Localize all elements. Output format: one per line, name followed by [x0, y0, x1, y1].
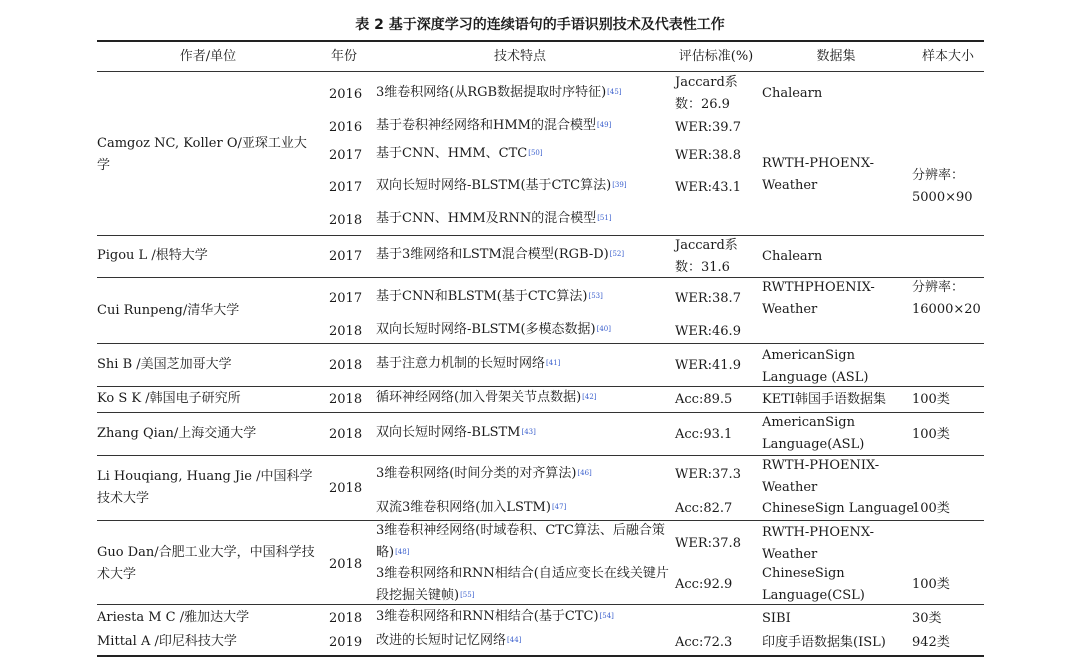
- author-cell: Camgoz NC, Koller O/亚琛工业大学: [97, 136, 307, 173]
- tech-cell: 基于CNN和BLSTM(基于CTC算法)[53]: [376, 289, 603, 304]
- year-cell: 2017: [329, 180, 363, 195]
- year-cell: 2018: [329, 611, 363, 626]
- size-cell: 942类: [912, 635, 950, 650]
- tech-cell: 改进的长短时记忆网络[44]: [376, 633, 522, 648]
- tech-cell: 基于卷积神经网络和HMM的混合模型[49]: [376, 118, 612, 133]
- year-cell: 2018: [329, 213, 363, 228]
- col-header-size: 样本大小: [921, 49, 974, 64]
- reference-link[interactable]: [53]: [588, 292, 603, 300]
- tech-cell: 双向长短时网络-BLSTM[43]: [376, 425, 536, 440]
- eval-cell: Jaccard系数：31.6: [675, 238, 738, 275]
- author-cell: Pigou L /根特大学: [97, 248, 208, 263]
- tech-cell: 基于CNN、HMM、CTC[50]: [376, 146, 543, 161]
- reference-link[interactable]: [43]: [521, 428, 536, 436]
- reference-link[interactable]: [41]: [546, 359, 561, 367]
- reference-link[interactable]: [45]: [607, 88, 622, 96]
- dataset-cell: RWTH-PHOENX-Weather: [762, 525, 875, 562]
- col-header-author: 作者/单位: [179, 49, 237, 64]
- dataset-cell: Chalearn: [762, 86, 823, 101]
- year-cell: 2018: [329, 392, 363, 407]
- author-cell: Guo Dan/合肥工业大学，中国科学技术大学: [97, 545, 315, 582]
- dataset-cell: Chalearn: [762, 249, 823, 264]
- tech-cell: 基于3维网络和LSTM混合模型(RGB-D)[52]: [376, 247, 625, 262]
- tech-cell: 双向长短时网络-BLSTM(基于CTC算法)[39]: [376, 178, 627, 193]
- year-cell: 2018: [329, 358, 363, 373]
- dataset-cell: RWTH-PHOENIX-Weather: [762, 458, 880, 495]
- col-header-tech: 技术特点: [493, 49, 546, 64]
- eval-cell: WER:39.7: [675, 120, 741, 135]
- year-cell: 2017: [329, 249, 363, 264]
- year-cell: 2018: [329, 557, 363, 572]
- eval-cell: WER:38.7: [675, 291, 741, 306]
- dataset-cell: KETI韩国手语数据集: [762, 392, 887, 407]
- year-cell: 2017: [329, 148, 363, 163]
- size-cell: 100类: [912, 577, 950, 592]
- dataset-cell: ChineseSign Language: [762, 501, 915, 516]
- year-cell: 2016: [329, 120, 363, 135]
- reference-link[interactable]: [55]: [460, 591, 475, 599]
- tech-cell: 基于CNN、HMM及RNN的混合模型[51]: [376, 211, 612, 226]
- row-divider: [97, 235, 984, 236]
- size-cell: 30类: [912, 611, 942, 626]
- size-cell: 100类: [912, 427, 950, 442]
- reference-link[interactable]: [50]: [528, 149, 543, 157]
- reference-link[interactable]: [46]: [577, 469, 592, 477]
- dataset-cell: ChineseSign Language(CSL): [762, 566, 865, 603]
- tech-cell: 双流3维卷积网络(加入LSTM)[47]: [376, 500, 567, 515]
- col-header-dataset: 数据集: [816, 49, 856, 64]
- tech-cell: 循环神经网络(加入骨架关节点数据)[42]: [376, 390, 597, 405]
- author-cell: Cui Runpeng/清华大学: [97, 303, 240, 318]
- eval-cell: Acc:93.1: [675, 427, 733, 442]
- author-cell: Ariesta M C /雅加达大学: [97, 610, 250, 625]
- eval-cell: WER:38.8: [675, 148, 741, 163]
- tech-cell: 基于注意力机制的长短时网络[41]: [376, 356, 561, 371]
- col-header-eval: 评估标准(%): [678, 49, 754, 64]
- size-cell: 分辨率：5000×90: [912, 168, 973, 205]
- tech-cell: 双向长短时网络-BLSTM(多模态数据)[40]: [376, 322, 611, 337]
- size-cell: 分辨率：16000×20: [912, 280, 981, 317]
- reference-link[interactable]: [42]: [582, 393, 597, 401]
- reference-link[interactable]: [39]: [612, 181, 627, 189]
- year-cell: 2016: [329, 87, 363, 102]
- header-rule: [97, 71, 984, 72]
- dataset-cell: AmericanSign Language(ASL): [762, 415, 865, 452]
- eval-cell: WER:37.8: [675, 536, 741, 551]
- author-cell: Shi B /美国芝加哥大学: [97, 357, 232, 372]
- eval-cell: Acc:92.9: [675, 577, 733, 592]
- reference-link[interactable]: [54]: [599, 612, 614, 620]
- dataset-cell: AmericanSign Language (ASL): [762, 348, 869, 385]
- tech-cell: 3维卷积网络(时间分类的对齐算法)[46]: [376, 466, 592, 481]
- dataset-cell: SIBI: [762, 611, 791, 626]
- table-caption: 表 2 基于深度学习的连续语句的手语识别技术及代表性工作: [355, 17, 725, 33]
- year-cell: 2018: [329, 324, 363, 339]
- reference-link[interactable]: [52]: [609, 250, 625, 258]
- reference-link[interactable]: [47]: [551, 503, 567, 511]
- author-cell: Mittal A /印尼科技大学: [97, 634, 237, 649]
- year-cell: 2018: [329, 481, 363, 496]
- eval-cell: Acc:82.7: [675, 501, 733, 516]
- reference-link[interactable]: [44]: [507, 636, 522, 644]
- reference-link[interactable]: [51]: [597, 214, 612, 222]
- tech-cell: 3维卷积神经网络(时域卷积、CTC算法、后融合策略)[48]: [376, 523, 665, 560]
- dataset-cell: 印度手语数据集(ISL): [762, 635, 886, 650]
- dataset-cell: RWTHPHOENIX-Weather: [762, 280, 875, 317]
- year-cell: 2018: [329, 427, 363, 442]
- col-header-year: 年份: [330, 49, 357, 64]
- eval-cell: WER:43.1: [675, 180, 741, 195]
- top-rule: [97, 40, 984, 42]
- eval-cell: WER:41.9: [675, 358, 741, 373]
- tech-cell: 3维卷积网络(从RGB数据提取时序特征)[45]: [376, 85, 622, 100]
- reference-link[interactable]: [40]: [596, 325, 611, 333]
- eval-cell: WER:46.9: [675, 324, 741, 339]
- year-cell: 2019: [329, 635, 363, 650]
- bottom-rule: [97, 655, 984, 657]
- eval-cell: Acc:72.3: [675, 635, 733, 650]
- author-cell: Zhang Qian/上海交通大学: [97, 426, 257, 441]
- tech-cell: 3维卷积网络和RNN相结合(自适应变长在线关键片段挖掘关键帧)[55]: [376, 566, 669, 603]
- author-cell: Ko S K /韩国电子研究所: [97, 391, 241, 406]
- reference-link[interactable]: [48]: [395, 548, 410, 556]
- author-cell: Li Houqiang, Huang Jie /中国科学技术大学: [97, 469, 313, 506]
- size-cell: 100类: [912, 392, 950, 407]
- row-divider: [97, 343, 984, 344]
- size-cell: 100类: [912, 501, 950, 516]
- year-cell: 2017: [329, 291, 363, 306]
- eval-cell: Acc:89.5: [675, 392, 733, 407]
- dataset-cell: RWTH-PHOENX-Weather: [762, 156, 875, 193]
- eval-cell: Jaccard系数：26.9: [675, 75, 738, 112]
- tech-cell: 3维卷积网络和RNN相结合(基于CTC)[54]: [376, 609, 614, 624]
- eval-cell: WER:37.3: [675, 467, 741, 482]
- reference-link[interactable]: [49]: [596, 121, 612, 129]
